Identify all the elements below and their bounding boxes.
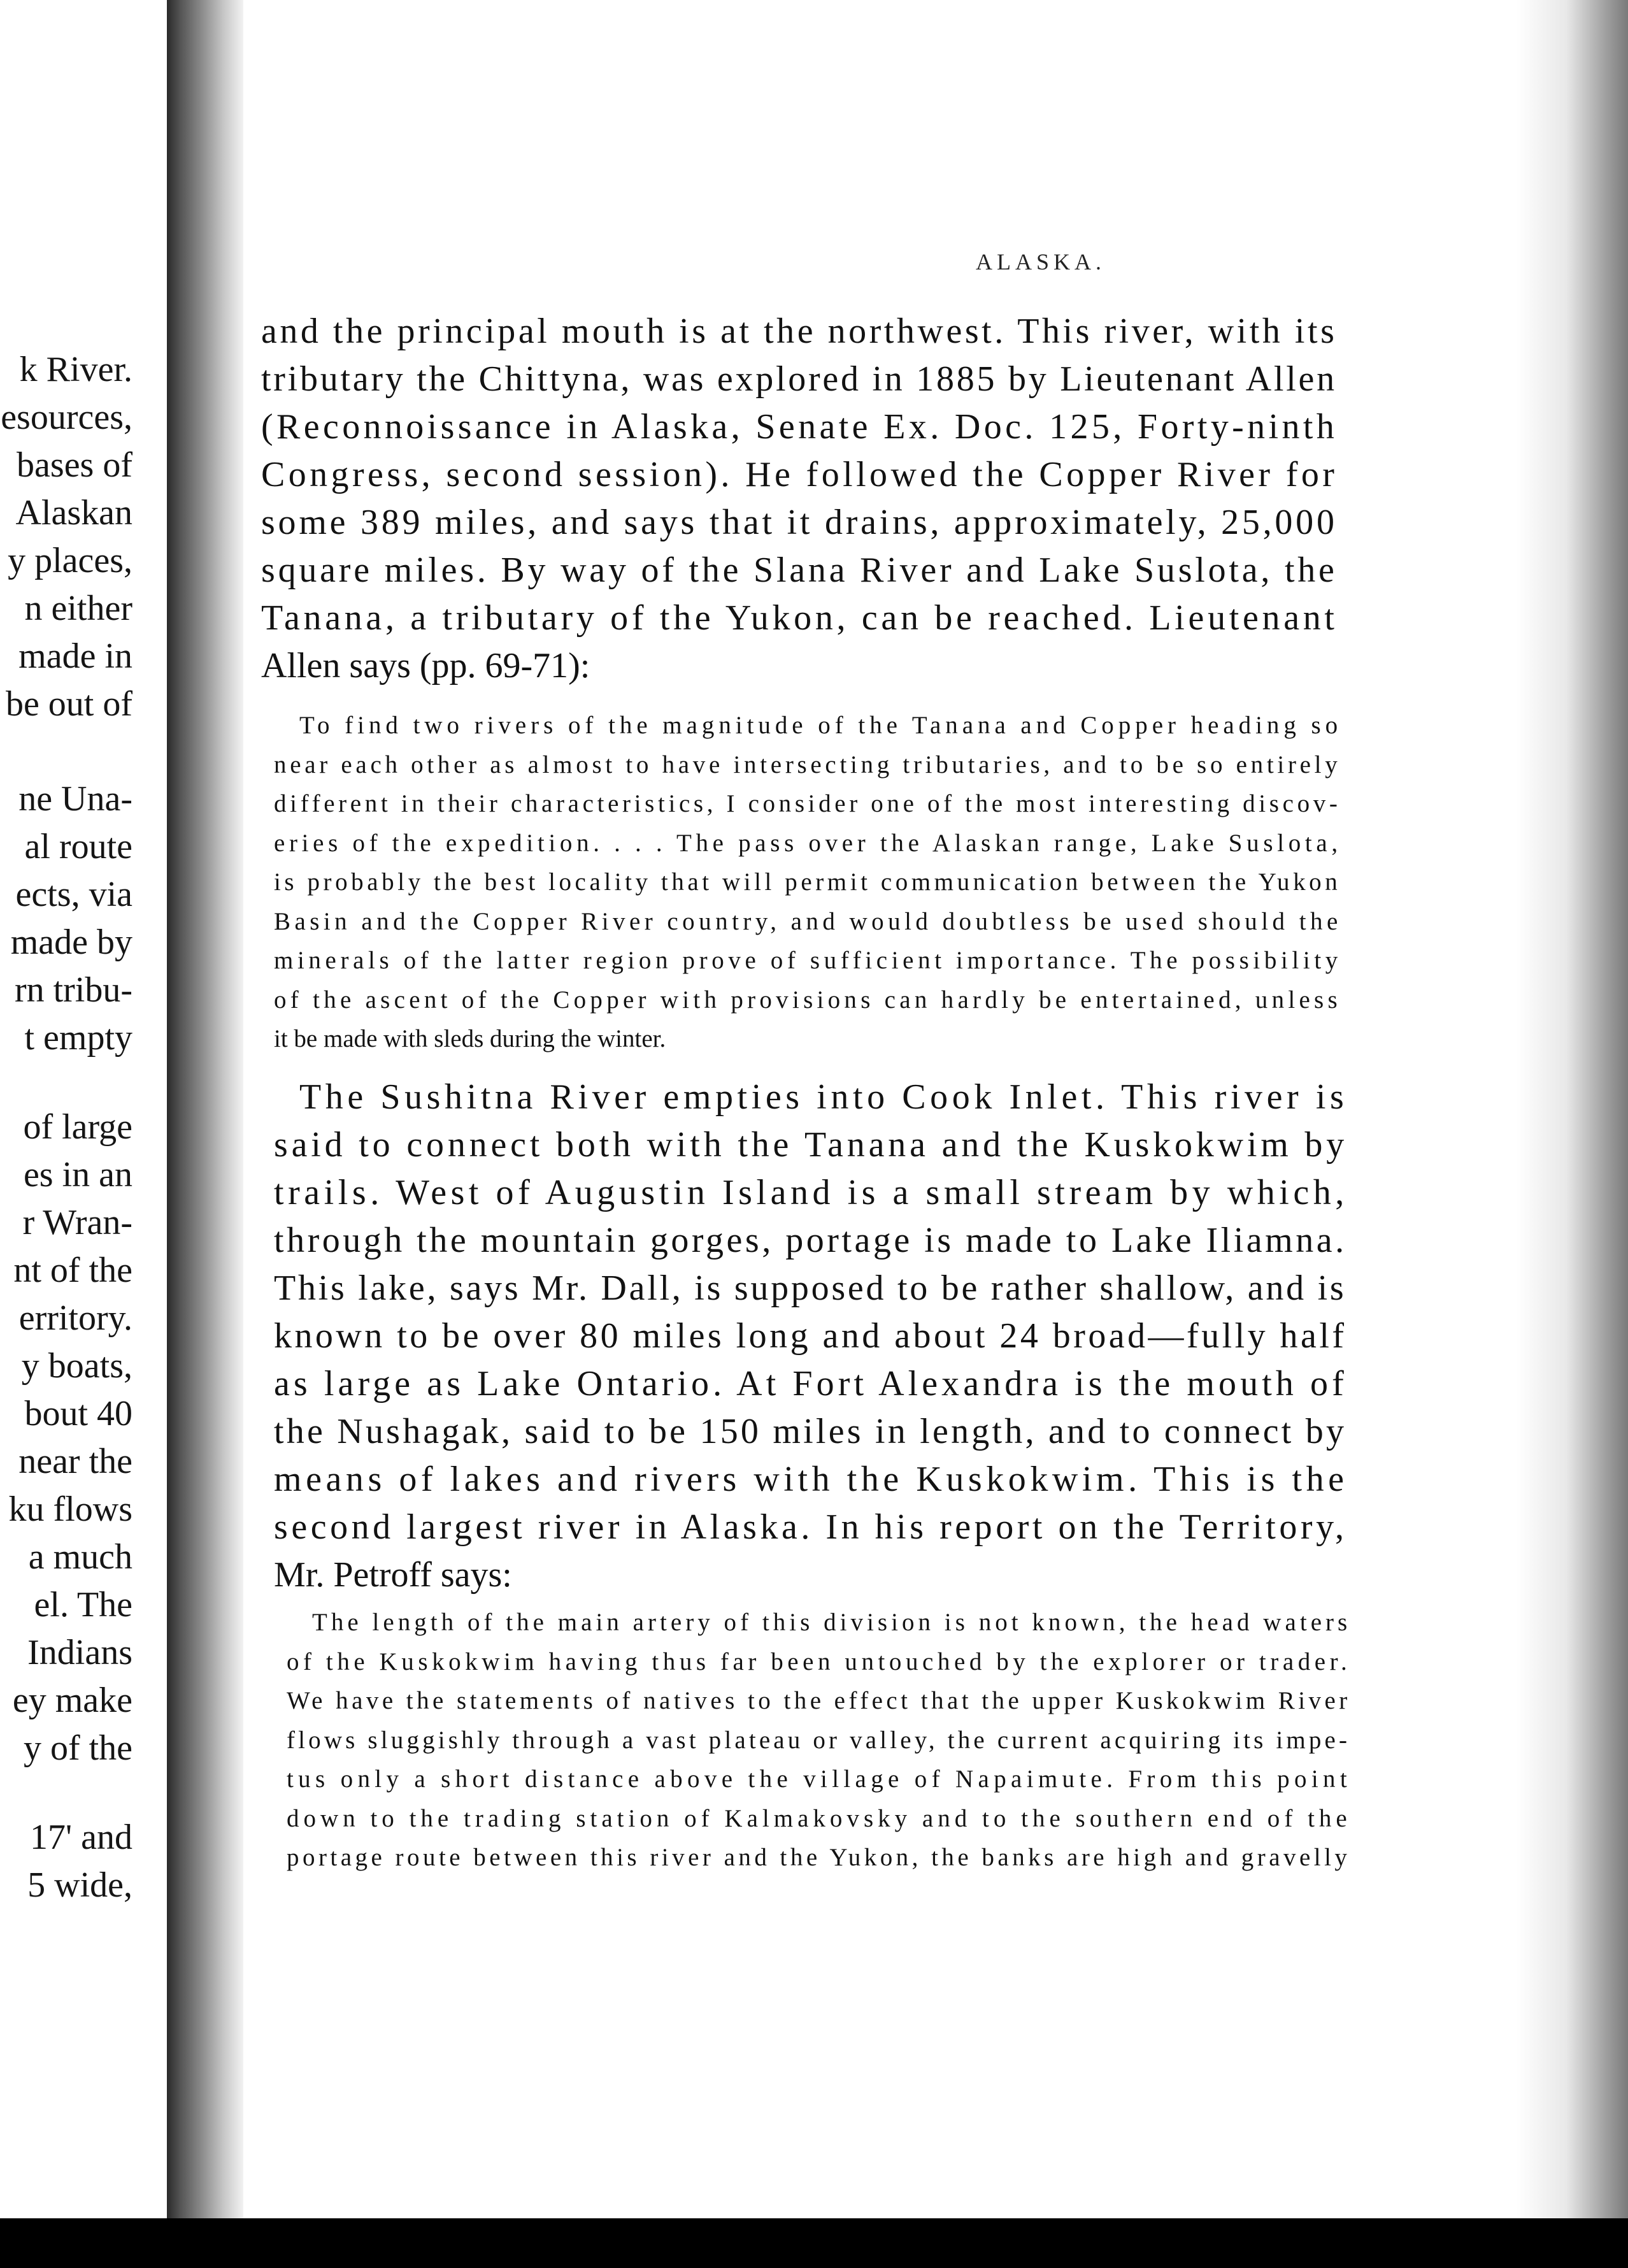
body-line: known to be over 80 miles long and about 24 broad—fully half bbox=[274, 1316, 1347, 1356]
left-page-line: ects, via bbox=[15, 875, 132, 914]
left-page-line: t empty bbox=[24, 1018, 132, 1058]
body-line: trails. West of Augustin Island is a small stream by which, bbox=[274, 1173, 1348, 1212]
body-line: and the principal mouth is at the northwest. This river, with its bbox=[261, 312, 1338, 351]
left-page-line: erritory. bbox=[18, 1298, 132, 1338]
left-page-line: ey make bbox=[12, 1681, 132, 1720]
body-line: second largest river in Alaska. In his report on the Territory, bbox=[274, 1507, 1348, 1547]
left-page-line: esources, bbox=[1, 398, 132, 437]
left-page-line: made in bbox=[18, 636, 132, 676]
left-page-line: al route bbox=[24, 827, 132, 866]
left-page-line: k River. bbox=[19, 350, 132, 389]
quote-line: down to the trading station of Kalmakovsky and to the southern end of the bbox=[287, 1804, 1352, 1832]
left-page bbox=[0, 0, 191, 2218]
quote-line: of the Kuskokwim having thus far been untouched by the explorer or trader. bbox=[287, 1647, 1352, 1676]
left-page-line: be out of bbox=[5, 684, 132, 724]
running-head: ALASKA. bbox=[976, 249, 1106, 275]
body-line: tributary the Chittyna, was explored in 1885 by Lieutenant Allen bbox=[261, 359, 1337, 399]
page-edge-shadow bbox=[1516, 0, 1628, 2218]
body-line: as large as Lake Ontario. At Fort Alexandra is the mouth of bbox=[274, 1364, 1348, 1403]
body-line: (Reconnoissance in Alaska, Senate Ex. Doc. 125, Forty-ninth bbox=[261, 407, 1338, 447]
quote-line: flows sluggishly through a vast plateau or valley, the current acquiring its impe- bbox=[287, 1726, 1351, 1754]
left-page-line: 17' and bbox=[30, 1818, 132, 1857]
left-page-line: el. The bbox=[34, 1585, 132, 1625]
body-line: Congress, second session). He followed the Copper River for bbox=[261, 455, 1338, 494]
quote-line: near each other as almost to have intersecting tributaries, and to be so entirely bbox=[274, 750, 1341, 779]
book-gutter-shadow bbox=[167, 0, 243, 2218]
body-line: some 389 miles, and says that it drains, approximately, 25,000 bbox=[261, 503, 1338, 542]
left-page-line: Indians bbox=[27, 1633, 132, 1672]
quote-line: Basin and the Copper River country, and would doubtless be used should the bbox=[274, 907, 1342, 935]
body-line: Mr. Petroff says: bbox=[274, 1555, 512, 1595]
scan-border bbox=[0, 2218, 1628, 2268]
left-page-line: y of the bbox=[23, 1728, 132, 1768]
left-page-line: ku flows bbox=[8, 1489, 132, 1529]
left-page-line: a much bbox=[28, 1537, 132, 1577]
left-page-line: 5 wide, bbox=[27, 1865, 132, 1905]
body-line: Tanana, a tributary of the Yukon, can be reached. Lieutenant bbox=[261, 598, 1338, 638]
quote-line: eries of the expedition. . . . The pass over the Alaskan range, Lake Suslota, bbox=[274, 829, 1342, 857]
left-page-line: nt of the bbox=[13, 1251, 132, 1290]
left-page-line: bases of bbox=[17, 445, 132, 485]
left-page-line: bout 40 bbox=[24, 1394, 132, 1433]
left-page-line: of large bbox=[23, 1107, 132, 1147]
left-page-line: n either bbox=[24, 589, 132, 628]
quote-line: different in their characteristics, I consider one of the most interesting discov- bbox=[274, 790, 1341, 817]
left-page-line: ne Una- bbox=[18, 779, 132, 819]
left-page-line: es in an bbox=[23, 1155, 132, 1195]
left-page-line: y boats, bbox=[21, 1346, 132, 1386]
quote-line: We have the statements of natives to the effect that the upper Kuskokwim River bbox=[287, 1687, 1351, 1714]
left-page-line: near the bbox=[18, 1442, 132, 1481]
quote-line: To find two rivers of the magnitude of the Tanana and Copper heading so bbox=[299, 712, 1343, 739]
body-line: the Nushagak, said to be 150 miles in length, and to connect by bbox=[274, 1412, 1347, 1451]
body-line: through the mountain gorges, portage is made to Lake Iliamna. bbox=[274, 1221, 1347, 1260]
quote-line: is probably the best locality that will permit communication between the Yukon bbox=[274, 868, 1341, 896]
left-page-line: r Wran- bbox=[22, 1203, 132, 1242]
body-line: The Sushitna River empties into Cook Inlet. This river is bbox=[299, 1077, 1348, 1117]
body-line: said to connect both with the Tanana and the Kuskokwim by bbox=[274, 1125, 1348, 1165]
quote-line: it be made with sleds during the winter. bbox=[274, 1025, 666, 1052]
quote-line: minerals of the latter region prove of sufficient importance. The possibility bbox=[274, 947, 1342, 974]
body-line: This lake, says Mr. Dall, is supposed to be rather shallow, and is bbox=[274, 1268, 1346, 1308]
body-line: Allen says (pp. 69-71): bbox=[261, 646, 590, 685]
body-line: square miles. By way of the Slana River and Lake Suslota, the bbox=[261, 550, 1338, 590]
left-page-line: Alaskan bbox=[15, 493, 132, 533]
quote-line: The length of the main artery of this division is not known, the head waters bbox=[312, 1609, 1352, 1636]
quote-line: tus only a short distance above the village of Napaimute. From this point bbox=[287, 1765, 1352, 1793]
left-page-line: y places, bbox=[8, 541, 132, 580]
quote-line: of the ascent of the Copper with provisions can hardly be entertained, unless bbox=[274, 986, 1341, 1014]
left-page-line: made by bbox=[10, 922, 132, 962]
quote-line: portage route between this river and the Yukon, the banks are high and gravelly bbox=[287, 1844, 1351, 1871]
body-line: means of lakes and rivers with the Kuskokwim. This is the bbox=[274, 1460, 1348, 1499]
left-page-line: rn tribu- bbox=[14, 970, 132, 1010]
